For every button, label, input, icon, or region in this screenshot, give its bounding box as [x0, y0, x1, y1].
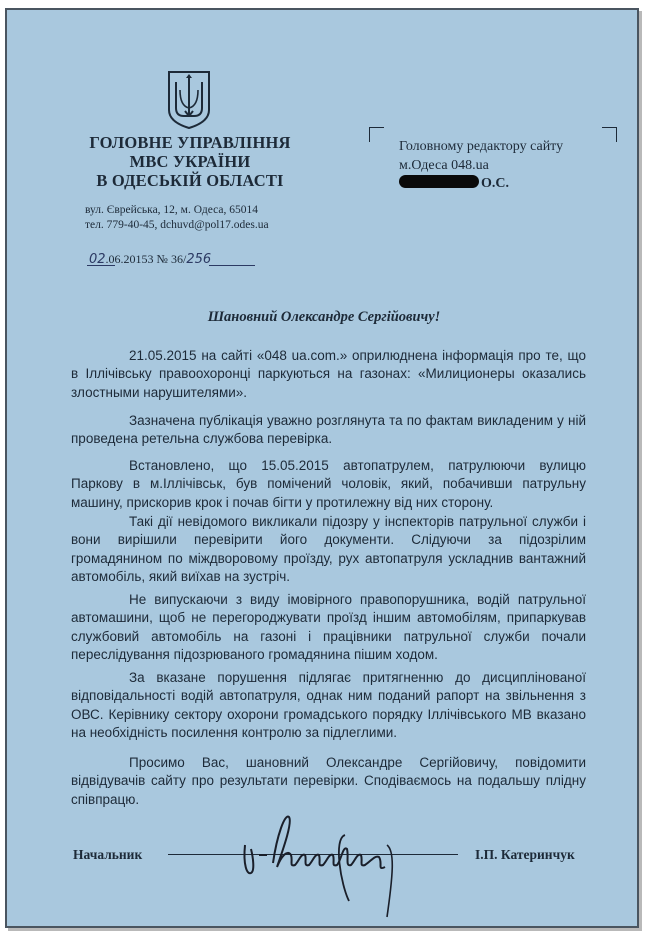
org-line-1: ГОЛОВНЕ УПРАВЛІННЯ: [89, 133, 291, 152]
recipient-line-2: м.Одеса 048.ua: [399, 157, 489, 173]
paragraph-3: Встановлено, що 15.05.2015 автопатрулем, патрулюючи вулицю Паркову в м.Іллічівськ, був помічений чоловік, який, побачивши патрульну машину, прискорив крок і почав бігти у протилежну від них сторону.: [71, 458, 586, 510]
paragraph-7: Просимо Вас, шановний Олександре Сергійовичу, повідомити відвідувачів сайту про результати перевірки. Сподіваємось на подальшу плідну співпрацю.: [71, 755, 586, 807]
signatory-position: Начальник: [73, 847, 143, 862]
address-corner-right: [602, 127, 617, 142]
sender-address-block: [85, 203, 305, 233]
ref-day-handwritten: 02: [89, 252, 106, 267]
sender-address: вул. Єврейська, 12, м. Одеса, 65014: [85, 204, 258, 216]
paragraph-4: Такі дії невідомого викликали підозру у інспекторів патрульної служби і вони вирішили перевірити його документи. Слідуючи за підозрілим громадянином по міждворовому проїзду, рух автопатруля ускладнив вантажний автомобіль, який виїхав на зустріч.: [71, 514, 586, 584]
paragraph-6: За вказане порушення підлягає притягненню до дисциплінованої відповідальності водій автопатруля, однак ним поданий рапорт на звільнення з ОВС. Керівнику сектору охорони громадського порядку Іллічівського МВ вказано на необхідність посилення контролю за підлеглими.: [71, 670, 586, 740]
address-corner-left: [369, 127, 384, 142]
salutation: Шановний Олександре Сергійовичу!: [207, 309, 441, 325]
recipient-line-1: Головному редактору сайту: [399, 139, 564, 154]
signatory-name: І.П. Катеринчук: [475, 847, 575, 862]
ref-day-underline: [87, 265, 115, 266]
paragraph-2: Зазначена публікація уважно розглянута та по фактам викладеним у ній проведена ретельна службова перевірка.: [71, 413, 586, 447]
paragraph-1: 21.05.2015 на сайті «048 ua.com.» оприлюднена інформація про те, що в Іллічівську правоохоронці паркуються на газонах: «Милиционеры оказались злостными нарушителями».: [71, 348, 586, 400]
sender-contacts: тел. 779-40-45, dchuvd@pol17.odes.ua: [85, 219, 269, 231]
ref-number-underline: [209, 265, 255, 266]
organization-name: [79, 133, 301, 190]
ref-number-handwritten: 256: [186, 252, 212, 267]
letter-page: [5, 8, 639, 928]
org-line-2: МВС УКРАЇНИ: [129, 152, 251, 171]
ref-printed: .06.20153 № 36/: [105, 252, 187, 266]
paragraph-5: Не випускаючи з виду імовірного правопорушника, водій патрульної автомашини, щоб не перегороджувати проїзд іншим автомобілям, припаркував службовий автомобіль на газоні і працівники патрульної служби почали переслідування підозрюваного громадянина пішим ходом.: [71, 592, 586, 662]
tryzub-emblem-icon: [166, 70, 212, 130]
outgoing-reference: [89, 252, 211, 267]
handwritten-signature: [237, 805, 427, 925]
redaction-blot: [399, 175, 479, 188]
org-line-3: В ОДЕСЬКІЙ ОБЛАСТІ: [96, 171, 284, 190]
recipient-block: [399, 138, 563, 194]
recipient-initials: О.С.: [481, 176, 509, 191]
